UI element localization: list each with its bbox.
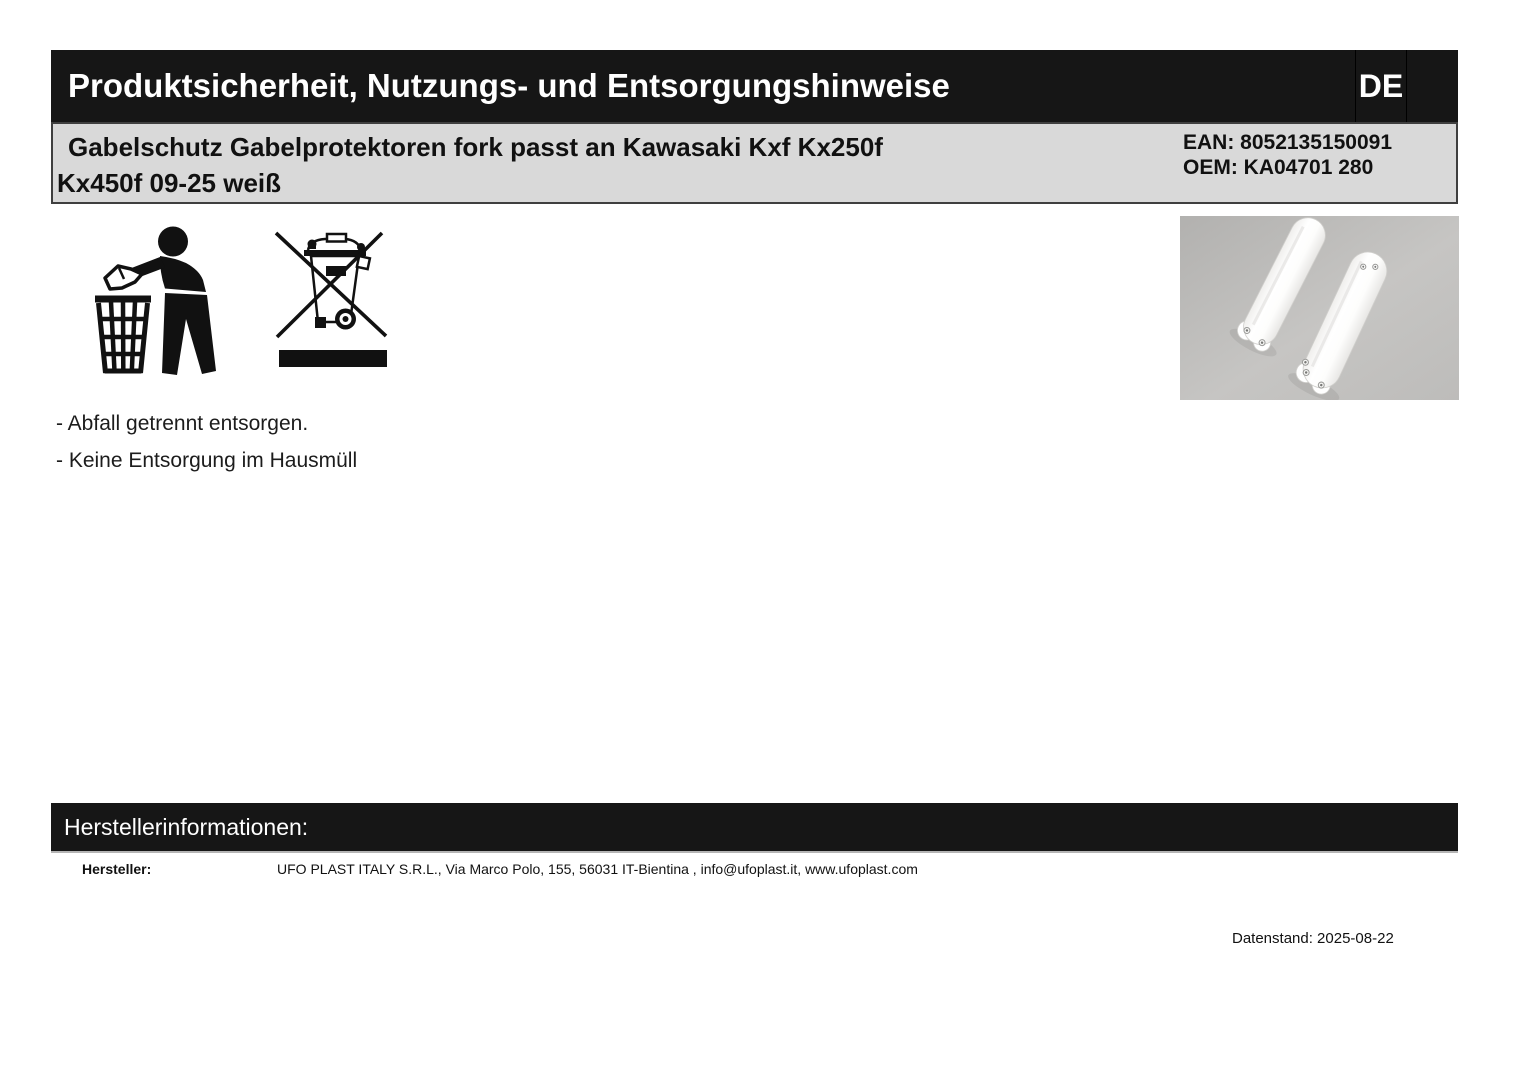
tidyman-icon: [85, 222, 230, 382]
product-photo: [1180, 216, 1459, 400]
page-title: Produktsicherheit, Nutzungs- und Entsorgungshinweise: [68, 67, 950, 104]
product-codes: [1183, 130, 1392, 180]
data-status-date: Datenstand: 2025-08-22: [1232, 930, 1394, 947]
manufacturer-value: UFO PLAST ITALY S.R.L., Via Marco Polo, 155, 56031 IT-Bientina , info@ufoplast.it, www.ufoplast.com: [277, 861, 918, 877]
manufacturer-section-header: [51, 803, 1458, 853]
disposal-notes: [56, 405, 357, 479]
disposal-note: - Keine Entsorgung im Hausmüll: [56, 449, 358, 472]
manufacturer-section-title: Herstellerinformationen:: [64, 813, 309, 840]
oem-code: OEM: KA04701 280: [1183, 156, 1374, 179]
product-title-bar: [51, 122, 1458, 204]
disposal-note: - Abfall getrennt entsorgen.: [56, 412, 309, 435]
ean-code: EAN: 8052135150091: [1183, 131, 1392, 154]
weee-crossed-bin-icon: [270, 220, 400, 380]
language-badge: DE: [1355, 50, 1407, 122]
product-title-line2: Kx450f 09-25 weiß: [57, 168, 282, 198]
product-title: [53, 129, 883, 201]
product-title-line1: Gabelschutz Gabelprotektoren fork passt an Kawasaki Kxf Kx250f: [68, 132, 883, 162]
manufacturer-label: Hersteller:: [82, 861, 152, 877]
document-header: [51, 50, 1458, 122]
